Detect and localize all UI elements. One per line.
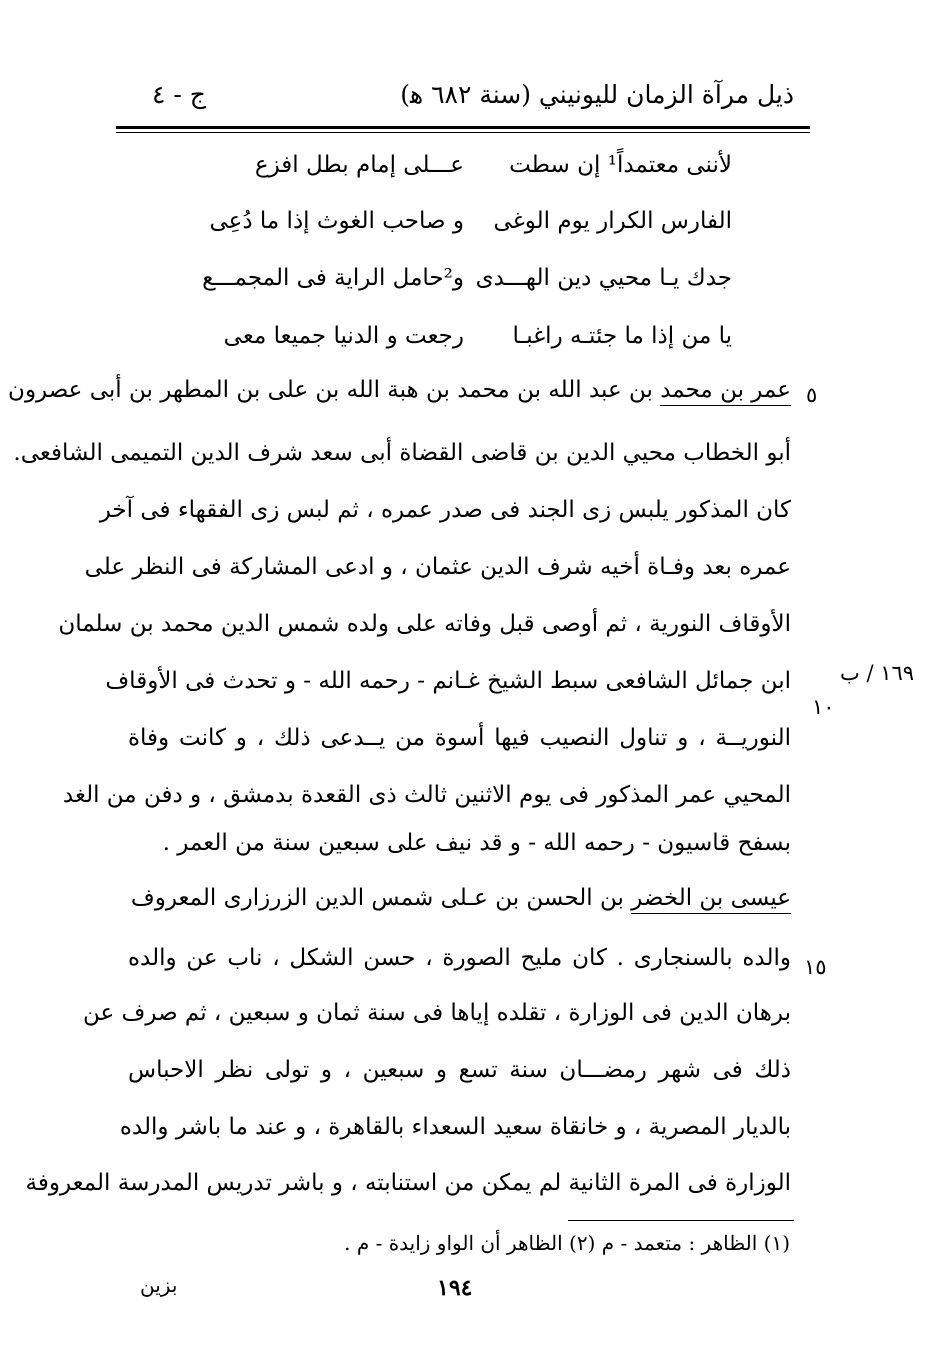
entry-heading-text: بن عبد الله بن محمد بن هبة الله بن على بن المطهر بن أبى عصرون <box>8 377 661 403</box>
text-line: ابن جمائل الشافعى سبط الشيخ غـانم - رحمه الله - و تحدث فى الأوقاف <box>105 668 791 694</box>
entry-name-underlined: عمر بن محمد <box>660 377 791 406</box>
text-line: ذلك فى شهر رمضـــان سنة تسع و سبعين ، و تولى نظر الاحباس <box>128 1057 791 1083</box>
volume-label: ج - ٤ <box>152 80 206 109</box>
verse-hemistich-second: و صاحب الغوث إذا ما دُعِى <box>209 208 464 234</box>
folio-marker: ١٦٩ / ب <box>840 661 915 685</box>
verse-hemistich-second: عـــلى إمام بطل افزع <box>254 152 464 178</box>
running-title: ذيل مرآة الزمان لليونيني (سنة ٦٨٢ ﻫ) <box>400 80 794 109</box>
header-rule-thick <box>116 126 810 129</box>
text-line: عمره بعد وفـاة أخيه شرف الدين عثمان ، و ادعى المشاركة فى النظر على <box>84 554 791 580</box>
verse-hemistich-second: رجعت و الدنيا جميعا معى <box>223 323 464 349</box>
text-line: والده بالسنجارى . كان مليح الصورة ، حسن الشكل ، ناب عن والده <box>128 945 791 971</box>
entry-heading-line <box>128 881 791 915</box>
verse-hemistich-second: و²حامل الراية فى المجمـــع <box>202 265 464 291</box>
text-line: بسفح قاسيون - رحمه الله - و قد نيف على سبعين سنة من العمر . <box>162 830 791 856</box>
verse-hemistich-first: الفارس الكرار يوم الوغى <box>493 208 732 234</box>
text-line: الأوقاف النورية ، ثم أوصى قبل وفاته على ولده شمس الدين محمد بن سلمان <box>58 611 791 637</box>
signature-mark: بزين <box>140 1273 178 1297</box>
page-number: ١٩٤ <box>437 1275 473 1301</box>
line-number: ١٠ <box>812 695 835 719</box>
header-rule-thin <box>116 132 810 133</box>
text-line: النوريــة ، و تناول النصيب فيها أسوة من يــدعى ذلك ، و كانت وفاة <box>128 725 791 751</box>
text-line: بالديار المصرية ، و خانقاة سعيد السعداء بالقاهرة ، و عند ما باشر والده <box>119 1114 791 1140</box>
footnote: (١) الظاهر : متعمد - م (٢) الظاهر أن الواو زايدة - م . <box>344 1231 790 1255</box>
verse-hemistich-first: لأننى معتمداً¹ إن سطت <box>509 152 732 178</box>
text-line: برهان الدين فى الوزارة ، تقلده إياها فى سنة ثمان و سبعين ، ثم صرف عن <box>83 1000 791 1026</box>
text-line: كان المذكور يلبس زى الجند فى صدر عمره ، ثم لبس زى الفقهاء فى آخر <box>99 497 791 523</box>
entry-name-underlined: عيسى بن الخضر <box>631 885 791 914</box>
verse-hemistich-first: جدك يـا محيي دين الهـــدى <box>475 265 732 291</box>
text-line: أبو الخطاب محيي الدين بن قاضى القضاة أبى سعد شرف الدين التميمى الشافعى. <box>13 440 791 466</box>
text-line: المحيي عمر المذكور فى يوم الاثنين ثالث ذى القعدة بدمشق ، و دفن من الغد <box>62 782 791 808</box>
line-number: ١٥ <box>804 955 827 979</box>
footnote-rule <box>568 1220 794 1221</box>
entry-heading-text: بن الحسن بن عـلى شمس الدين الزرزارى المعروف <box>130 885 632 911</box>
entry-heading-line <box>8 373 791 407</box>
verse-hemistich-first: يا من إذا ما جئتـه راغبـا <box>512 323 732 349</box>
text-line: الوزارة فى المرة الثانية لم يمكن من استنابته ، و باشر تدريس المدرسة المعروفة <box>25 1170 791 1196</box>
line-number: ٥ <box>806 383 818 407</box>
